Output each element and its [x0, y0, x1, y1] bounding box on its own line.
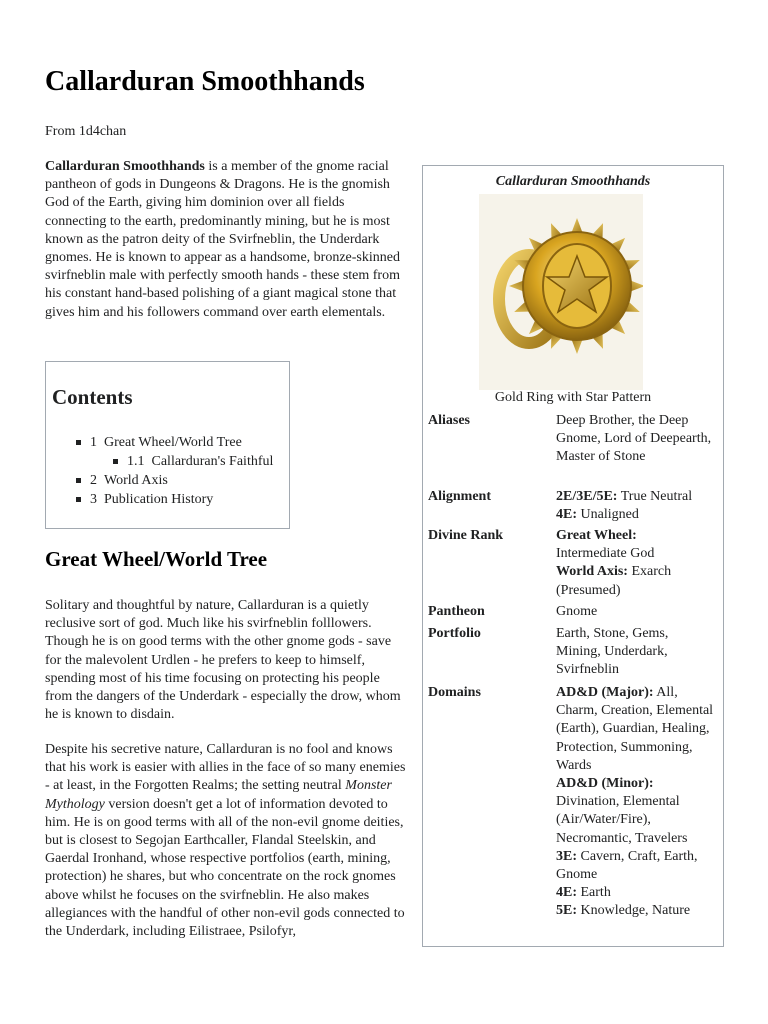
- toc-title: Contents: [52, 385, 133, 409]
- toc-label: Callarduran's Faithful: [151, 454, 274, 469]
- row-value: Gnome: [556, 604, 598, 619]
- toc-number: 2: [90, 473, 97, 488]
- toc-item-faithful[interactable]: [113, 452, 273, 471]
- image-caption: Gold Ring with Star Pattern: [494, 390, 652, 405]
- domain-key: 3E:: [556, 848, 577, 864]
- table-of-contents: [45, 361, 290, 529]
- row-label: Aliases: [428, 413, 470, 428]
- toc-label: Great Wheel/World Tree: [104, 435, 242, 450]
- row-value: Deep Brother, the Deep Gnome, Lord of Deepearth, Master of Stone: [556, 413, 712, 465]
- toc-number: 3: [90, 492, 97, 507]
- paragraph-text: Solitary and thoughtful by nature, Callarduran is a quietly reclusive sort of god. Much like his svirfneblin folllowers. Though he is on good terms with the other gnome gods - save for the malevolent Urdlen - he prefers to keep to himself, spending most of his time focusing on protecting his people from the dangers of the Underdark - especially the drow, whom he is known to disdain.: [45, 598, 401, 723]
- ring-image: [479, 194, 643, 390]
- section-title: Great Wheel/World Tree: [45, 547, 268, 571]
- row-label: Divine Rank: [428, 528, 504, 543]
- row-label: Portfolio: [428, 626, 481, 641]
- toc-label: World Axis: [104, 473, 168, 488]
- source-line: From 1d4chan: [45, 124, 127, 139]
- edition-value: Unaligned: [577, 507, 639, 523]
- intro-text: is a member of the gnome racial pantheon of gods in Dungeons & Dragons. He is the gnomish God of the Earth, giving him dominion over all fields connecting to the earth, predominantly mining, but he is most known as the patron deity of the Svirfneblin, the Underdark gnomes. He is known to appear as a handsome, bronze-skinned svirfneblin male with perfectly smooth hands - these stem from his constant hand-based polishing of a giant magical stone that gives him and his followers command over earth elementals.: [45, 159, 400, 320]
- toc-number: 1.1: [127, 454, 145, 469]
- row-label: Domains: [428, 685, 481, 700]
- infobox: [422, 165, 724, 947]
- toc-number: 1: [90, 435, 97, 450]
- domain-value: Earth: [577, 885, 611, 901]
- book-title: Monster Mythology: [45, 778, 392, 812]
- setting-value: Exarch (Presumed): [556, 564, 672, 598]
- infobox-caption: Callarduran Smoothhands: [495, 174, 651, 189]
- domain-value: Divination, Elemental (Air/Water/Fire), Necromantic, Travelers: [556, 794, 688, 846]
- page-title: Callarduran Smoothhands: [45, 66, 365, 97]
- domain-value: All, Charm, Creation, Elemental (Earth), Guardian, Healing, Protection, Summoning, Wards: [556, 685, 714, 773]
- row-value: [556, 527, 716, 600]
- section-paragraph-1: [45, 597, 407, 724]
- domain-key: AD&D (Minor):: [556, 776, 654, 792]
- paragraph-text: Despite his secretive nature, Callarduran is no fool and knows that his work is easier with allies in the face of so many enemies - at least, in the Forgotten Realms; the setting neutral: [45, 742, 406, 794]
- setting-key: Great Wheel:: [556, 528, 637, 543]
- row-value: [556, 684, 716, 921]
- edition-value: True Neutral: [617, 489, 693, 504]
- row-value: Earth, Stone, Gems, Mining, Underdark, Svirfneblin: [556, 626, 669, 678]
- toc-item-world-axis[interactable]: [76, 471, 273, 490]
- setting-key: World Axis:: [556, 564, 628, 580]
- toc-item-publication-history[interactable]: [76, 490, 273, 509]
- section-paragraph-2: [45, 741, 407, 941]
- edition-key: 4E:: [556, 507, 577, 523]
- setting-value: Intermediate God: [556, 546, 655, 562]
- toc-item-great-wheel[interactable]: [76, 433, 273, 452]
- edition-key: 2E/3E/5E:: [556, 489, 618, 504]
- toc-list: [76, 433, 273, 509]
- row-label: Pantheon: [428, 604, 485, 619]
- row-label: Alignment: [428, 489, 491, 504]
- intro-subject: Callarduran Smoothhands: [45, 159, 205, 174]
- domain-key: 5E:: [556, 903, 577, 919]
- domain-value: Cavern, Craft, Earth, Gnome: [556, 848, 698, 883]
- paragraph-text: version doesn't get a lot of information devoted to him. He is on good terms with all of the non-evil gnome deities, but is closest to Segojan Earthcaller, Flandal Steelskin, and Gaerdal Ironhand, whose respective portfolios (earth, mining, protection) he shares, but who concentrate on the rock gnomes above whilst he focuses on the svirfneblin. He also makes allegiances with the handful of other non-evil gods connected to the Underdark, including Eilistraee, Psilofyr,: [45, 796, 405, 940]
- domain-value: Knowledge, Nature: [577, 903, 691, 919]
- gold-ring-icon: [479, 194, 643, 390]
- toc-label: Publication History: [104, 492, 214, 507]
- domain-key: 4E:: [556, 885, 577, 901]
- domain-key: AD&D (Major):: [556, 685, 654, 700]
- row-value: [556, 488, 716, 524]
- intro-paragraph: [45, 158, 407, 322]
